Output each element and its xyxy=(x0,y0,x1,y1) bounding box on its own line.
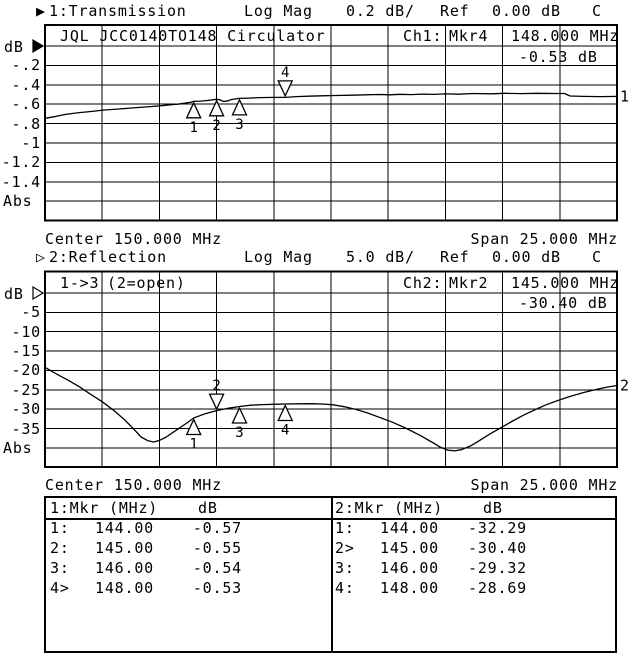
ch1-format: Log Mag xyxy=(244,2,313,20)
ch1-y-tick: -1.2 xyxy=(1,153,41,172)
ch1-marker-frequency: 146.00 xyxy=(95,559,154,577)
ch2-y-tick: -20 xyxy=(11,361,41,380)
marker-3-triangle-icon xyxy=(233,100,247,115)
ch2-scale: 5.0 dB/ xyxy=(346,248,415,266)
ch2-marker-frequency: 146.00 xyxy=(380,559,439,577)
ch1-trace-number-label: 1 xyxy=(620,87,630,106)
ch1-y-tick: -.6 xyxy=(11,95,41,114)
ch1-ref-arrow-icon xyxy=(33,40,43,52)
ch2-marker-value: -28.69 xyxy=(468,579,527,597)
ch2-y-tick: -25 xyxy=(11,380,41,399)
ch1-mkr-freq: 148.000 MHz xyxy=(511,27,620,45)
ch1-mkr-channel: Ch1: xyxy=(403,27,443,45)
marker-4-triangle-icon xyxy=(278,81,292,96)
marker-3-number: 3 xyxy=(235,116,244,133)
ch2-marker-index: 3: xyxy=(335,559,355,577)
ch1-table-title: 1:Mkr (MHz) xyxy=(50,499,159,517)
ch1-y-tick: -.8 xyxy=(11,114,41,133)
ch2-active-marker-icon: ▷ xyxy=(36,248,46,266)
ch2-marker-frequency: 148.00 xyxy=(380,579,439,597)
ch2-path-title: 1->3 xyxy=(60,274,100,292)
ch1-table-unit: dB xyxy=(198,499,218,517)
ch2-marker-value: -30.40 xyxy=(468,539,527,557)
ch1-ref-value: 0.00 dB xyxy=(492,2,561,20)
ch1-y-tick: -.4 xyxy=(11,75,41,94)
ch1-marker-index: 2: xyxy=(50,539,70,557)
ch2-y-unit: dB xyxy=(4,285,24,303)
ch1-marker-value: -0.54 xyxy=(192,559,242,577)
ch2-marker-value: -32.29 xyxy=(468,519,527,537)
ch1-marker-frequency: 144.00 xyxy=(95,519,154,537)
ch1-marker-index: 4> xyxy=(50,579,70,597)
ch1-marker-value: -0.57 xyxy=(192,519,242,537)
ch1-y-tick: -.2 xyxy=(11,56,41,75)
ch1-device-title: JQL JCC0140TO148 Circulator xyxy=(60,27,326,45)
ch1-span: Span 25.000 MHz xyxy=(470,230,618,248)
ch1-active-marker-icon: ▶ xyxy=(36,2,46,20)
marker-2-triangle-icon xyxy=(210,394,224,409)
ch2-format: Log Mag xyxy=(244,248,313,266)
ch2-y-tick: -5 xyxy=(21,303,41,322)
ch1-ref-word: Ref xyxy=(440,2,470,20)
ch1-y-tick: -1.4 xyxy=(1,172,41,191)
marker-3-triangle-icon xyxy=(233,408,247,423)
ch2-marker-index: 1: xyxy=(335,519,355,537)
ch1-mkr-value: -0.53 dB xyxy=(519,48,598,66)
marker-1-number: 1 xyxy=(189,436,198,453)
ch1-marker-index: 1: xyxy=(50,519,70,537)
ch2-mkr-channel: Ch2: xyxy=(403,274,443,292)
ch2-table-unit: dB xyxy=(483,499,503,517)
marker-2-triangle-icon xyxy=(210,101,224,116)
marker-4-number: 4 xyxy=(280,64,290,81)
ch2-mkr-freq: 145.000 MHz xyxy=(511,274,620,292)
ch1-y-unit: dB xyxy=(4,38,24,56)
marker-4-triangle-icon xyxy=(278,406,292,421)
ch2-title: 2:Reflection xyxy=(49,248,167,266)
ch2-y-abs-label: Abs xyxy=(3,438,33,457)
ch2-marker-index: 2> xyxy=(335,539,355,557)
ch1-marker-frequency: 145.00 xyxy=(95,539,154,557)
ch1-center-freq: Center 150.000 MHz xyxy=(45,230,222,248)
marker-2-number: 2 xyxy=(212,378,221,395)
ch2-marker-value: -29.32 xyxy=(468,559,527,577)
ch1-y-tick: -1 xyxy=(21,134,41,152)
ch2-ref-value: 0.00 dB xyxy=(492,248,561,266)
ch2-y-tick: -10 xyxy=(11,322,41,341)
ch2-marker-frequency: 145.00 xyxy=(380,539,439,557)
marker-table-divider xyxy=(331,498,333,651)
ch2-y-tick: -35 xyxy=(11,419,41,438)
ch1-marker-value: -0.55 xyxy=(192,539,242,557)
ch2-y-tick: -15 xyxy=(11,342,41,361)
ch2-ref-word: Ref xyxy=(440,248,470,266)
ch2-marker-index: 4: xyxy=(335,579,355,597)
ch1-mkr-name: Mkr4 xyxy=(449,27,489,45)
ch2-cal-indicator: C xyxy=(592,248,602,266)
ch2-center-freq: Center 150.000 MHz xyxy=(45,476,222,494)
marker-1-triangle-icon xyxy=(187,103,201,118)
ch1-marker-index: 3: xyxy=(50,559,70,577)
ch1-marker-frequency: 148.00 xyxy=(95,579,154,597)
marker-table xyxy=(44,496,617,653)
ch2-span: Span 25.000 MHz xyxy=(470,476,618,494)
ch1-marker-value: -0.53 xyxy=(192,579,242,597)
ch1-cal-indicator: C xyxy=(592,2,602,20)
ch1-title: 1:Transmission xyxy=(49,2,187,20)
ch2-trace-number-label: 2 xyxy=(620,376,630,395)
ch2-ref-arrow-icon xyxy=(33,287,43,299)
marker-1-number: 1 xyxy=(189,119,198,136)
ch2-mkr-value: -30.40 dB xyxy=(519,294,608,312)
ch2-marker-frequency: 144.00 xyxy=(380,519,439,537)
ch2-path-note: (2=open) xyxy=(107,274,186,292)
ch2-table-title: 2:Mkr (MHz) xyxy=(335,499,444,517)
ch1-y-abs-label: Abs xyxy=(3,192,33,211)
ch2-y-tick: -30 xyxy=(11,400,41,419)
ch2-mkr-name: Mkr2 xyxy=(449,274,489,292)
marker-3-number: 3 xyxy=(235,425,244,441)
marker-2-number: 2 xyxy=(212,117,221,134)
marker-4-number: 4 xyxy=(280,422,290,439)
ch1-scale: 0.2 dB/ xyxy=(346,2,415,20)
